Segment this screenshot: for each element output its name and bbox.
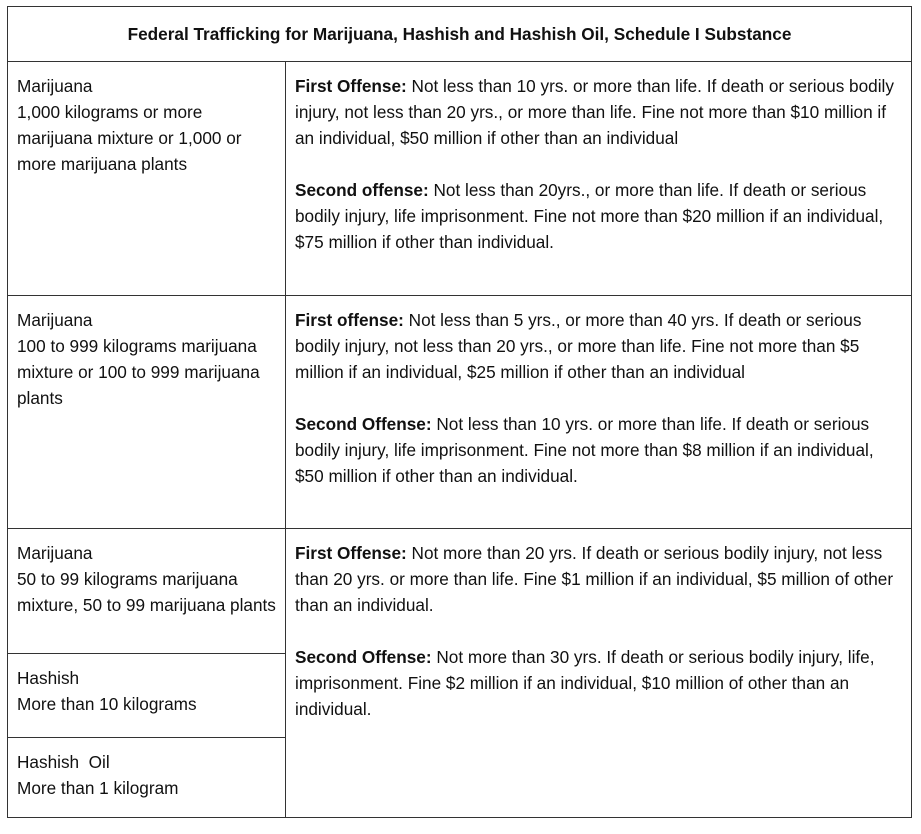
- substance-cell: [8, 654, 286, 738]
- table-row: [8, 62, 912, 296]
- substance-name: Marijuana: [17, 76, 93, 96]
- first-offense-paragraph: [295, 307, 903, 385]
- second-offense-label: Second offense:: [295, 180, 429, 200]
- substance-cell: [8, 296, 286, 529]
- first-offense-text: Not more than 20 yrs. If death or serious bodily injury, not less than 20 yrs. or more than life. Fine $1 million if an individual, $5 million of other than an individual.: [295, 543, 894, 615]
- first-offense-label: First Offense:: [295, 543, 407, 563]
- table-row: [8, 529, 912, 654]
- penalty-table: [7, 6, 912, 818]
- penalty-cell: [286, 62, 912, 296]
- substance-name: Hashish Oil: [17, 752, 110, 772]
- first-offense-paragraph: [295, 73, 903, 151]
- second-offense-label: Second Offense:: [295, 414, 432, 434]
- second-offense-text: Not more than 30 yrs. If death or serious bodily injury, life, imprisonment. Fine $2 million if an individual, $10 million of other than an individual.: [295, 647, 875, 719]
- substance-quantity: More than 10 kilograms: [17, 694, 197, 714]
- substance-name: Marijuana: [17, 310, 93, 330]
- substance-quantity: 100 to 999 kilograms marijuana mixture or 100 to 999 marijuana plants: [17, 336, 260, 408]
- second-offense-paragraph: [295, 411, 903, 489]
- first-offense-text: Not less than 10 yrs. or more than life. If death or serious bodily injury, not less than 20 yrs., or more than life. Fine not more than $10 million if an individual, $50 million if other than an individual: [295, 76, 894, 148]
- table-row: [8, 296, 912, 529]
- first-offense-label: First Offense:: [295, 76, 407, 96]
- penalty-cell: [286, 296, 912, 529]
- second-offense-text: Not less than 20yrs., or more than life. If death or serious bodily injury, life imprisonment. Fine not more than $20 million if an individual, $75 million if other than individual.: [295, 180, 884, 252]
- substance-cell: [8, 738, 286, 818]
- table-title: Federal Trafficking for Marijuana, Hashish and Hashish Oil, Schedule I Substance: [8, 7, 912, 62]
- substance-cell: [8, 529, 286, 654]
- second-offense-paragraph: [295, 644, 903, 722]
- substance-name: Hashish: [17, 668, 80, 688]
- first-offense-text: Not less than 5 yrs., or more than 40 yrs. If death or serious bodily injury, not less than 20 yrs., or more than life. Fine not more than $5 million if an individual, $25 million if other than an individual: [295, 310, 862, 382]
- first-offense-label: First offense:: [295, 310, 404, 330]
- second-offense-paragraph: [295, 177, 903, 255]
- substance-quantity: More than 1 kilogram: [17, 778, 179, 798]
- second-offense-label: Second Offense:: [295, 647, 432, 667]
- substance-name: Marijuana: [17, 543, 93, 563]
- second-offense-text: Not less than 10 yrs. or more than life. If death or serious bodily injury, life imprisonment. Fine not more than $8 million if an individual, $50 million if other than an individual.: [295, 414, 874, 486]
- substance-quantity: 1,000 kilograms or more marijuana mixture or 1,000 or more marijuana plants: [17, 102, 242, 174]
- substance-quantity: 50 to 99 kilograms marijuana mixture, 50 to 99 marijuana plants: [17, 569, 276, 615]
- first-offense-paragraph: [295, 540, 903, 618]
- penalty-cell: [286, 529, 912, 818]
- substance-cell: [8, 62, 286, 296]
- table-title-row: [8, 7, 912, 62]
